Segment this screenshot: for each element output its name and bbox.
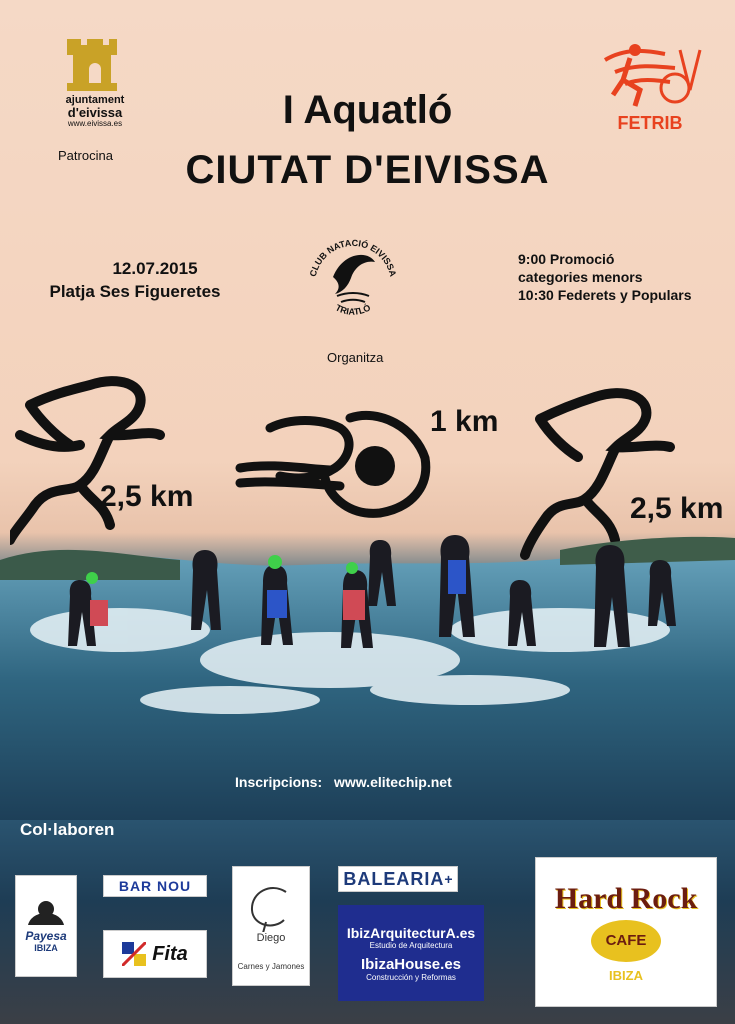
event-location: Platja Ses Figueretes [49, 282, 221, 301]
diego-tagline: Carnes y Jamones [237, 961, 305, 971]
ajuntament-url: www.eivissa.es [67, 119, 123, 128]
diego-name: Diego [256, 931, 286, 944]
run2-distance: 2,5 km [630, 492, 724, 525]
fita-mark-icon [122, 942, 146, 966]
fita-logo [103, 930, 207, 978]
registration-url[interactable]: www.elitechip.net [334, 774, 452, 790]
patrocina-caption: Patrocina [58, 148, 113, 163]
ajuntament-name: ajuntament [65, 94, 125, 106]
ibiza-house-tagline: Construcción y Reformas [366, 972, 456, 982]
castle-icon [65, 35, 125, 91]
svg-text:TRIATLÓ [334, 302, 372, 317]
balearia-label: BALEARIA [343, 868, 445, 889]
fita-label: Fita [152, 942, 188, 965]
bar-nou-label: BAR NOU [118, 878, 192, 894]
bar-nou-logo [103, 875, 207, 897]
schedule-line2: categories menors [518, 269, 643, 285]
ibiza-arquitectura-logo [338, 905, 484, 1001]
fetrib-label: FETRIB [617, 113, 683, 133]
swimmer-icon [230, 398, 440, 523]
collaborators-heading: Col·laboren [20, 820, 115, 839]
diego-logo [232, 866, 310, 986]
hard-rock-name: Hard Rock [554, 881, 698, 915]
dolphin-icon [303, 222, 403, 332]
ibiza-arq-name: IbizArquitecturA.es [346, 924, 476, 941]
hard-rock-badge [591, 920, 661, 962]
organitza-caption: Organitza [327, 350, 384, 365]
swim-distance: 1 km [430, 405, 499, 438]
club-name-arc: CLUB NATACIÓ EIVISSA [307, 237, 399, 278]
schedule [518, 250, 692, 304]
ajuntament-city: d'eivissa [67, 105, 123, 120]
payesa-name: Payesa [25, 929, 67, 943]
balearia-plus-icon: + [444, 871, 453, 887]
payesa-logo [15, 875, 77, 977]
registration-label: Inscripcions: [235, 774, 323, 790]
balearia-logo [338, 866, 458, 892]
club-sport-arc: TRIATLÓ [333, 302, 373, 317]
hard-rock-city: IBIZA [609, 967, 643, 983]
hard-rock-logo [535, 857, 717, 1007]
title-line1: I Aquatló [282, 88, 453, 132]
schedule-line3: 10:30 Federets y Populars [518, 287, 692, 303]
payesa-city: IBIZA [34, 943, 58, 953]
hard-rock-cafe: CAFE [605, 932, 647, 949]
event-date: 12.07.2015 [112, 259, 198, 278]
diego-swirl-icon [246, 882, 296, 932]
ibiza-arq-tagline: Estudio de Arquitectura [369, 940, 453, 950]
registration-line [235, 774, 452, 790]
run1-distance: 2,5 km [100, 480, 194, 513]
title-line2: CIUTAT D'EIVISSA [185, 148, 550, 192]
payesa-hat-icon [24, 899, 68, 929]
ibiza-house-name: IbizaHouse.es [360, 955, 462, 973]
schedule-line1: 9:00 Promoció [518, 251, 615, 267]
club-logo [303, 222, 403, 332]
